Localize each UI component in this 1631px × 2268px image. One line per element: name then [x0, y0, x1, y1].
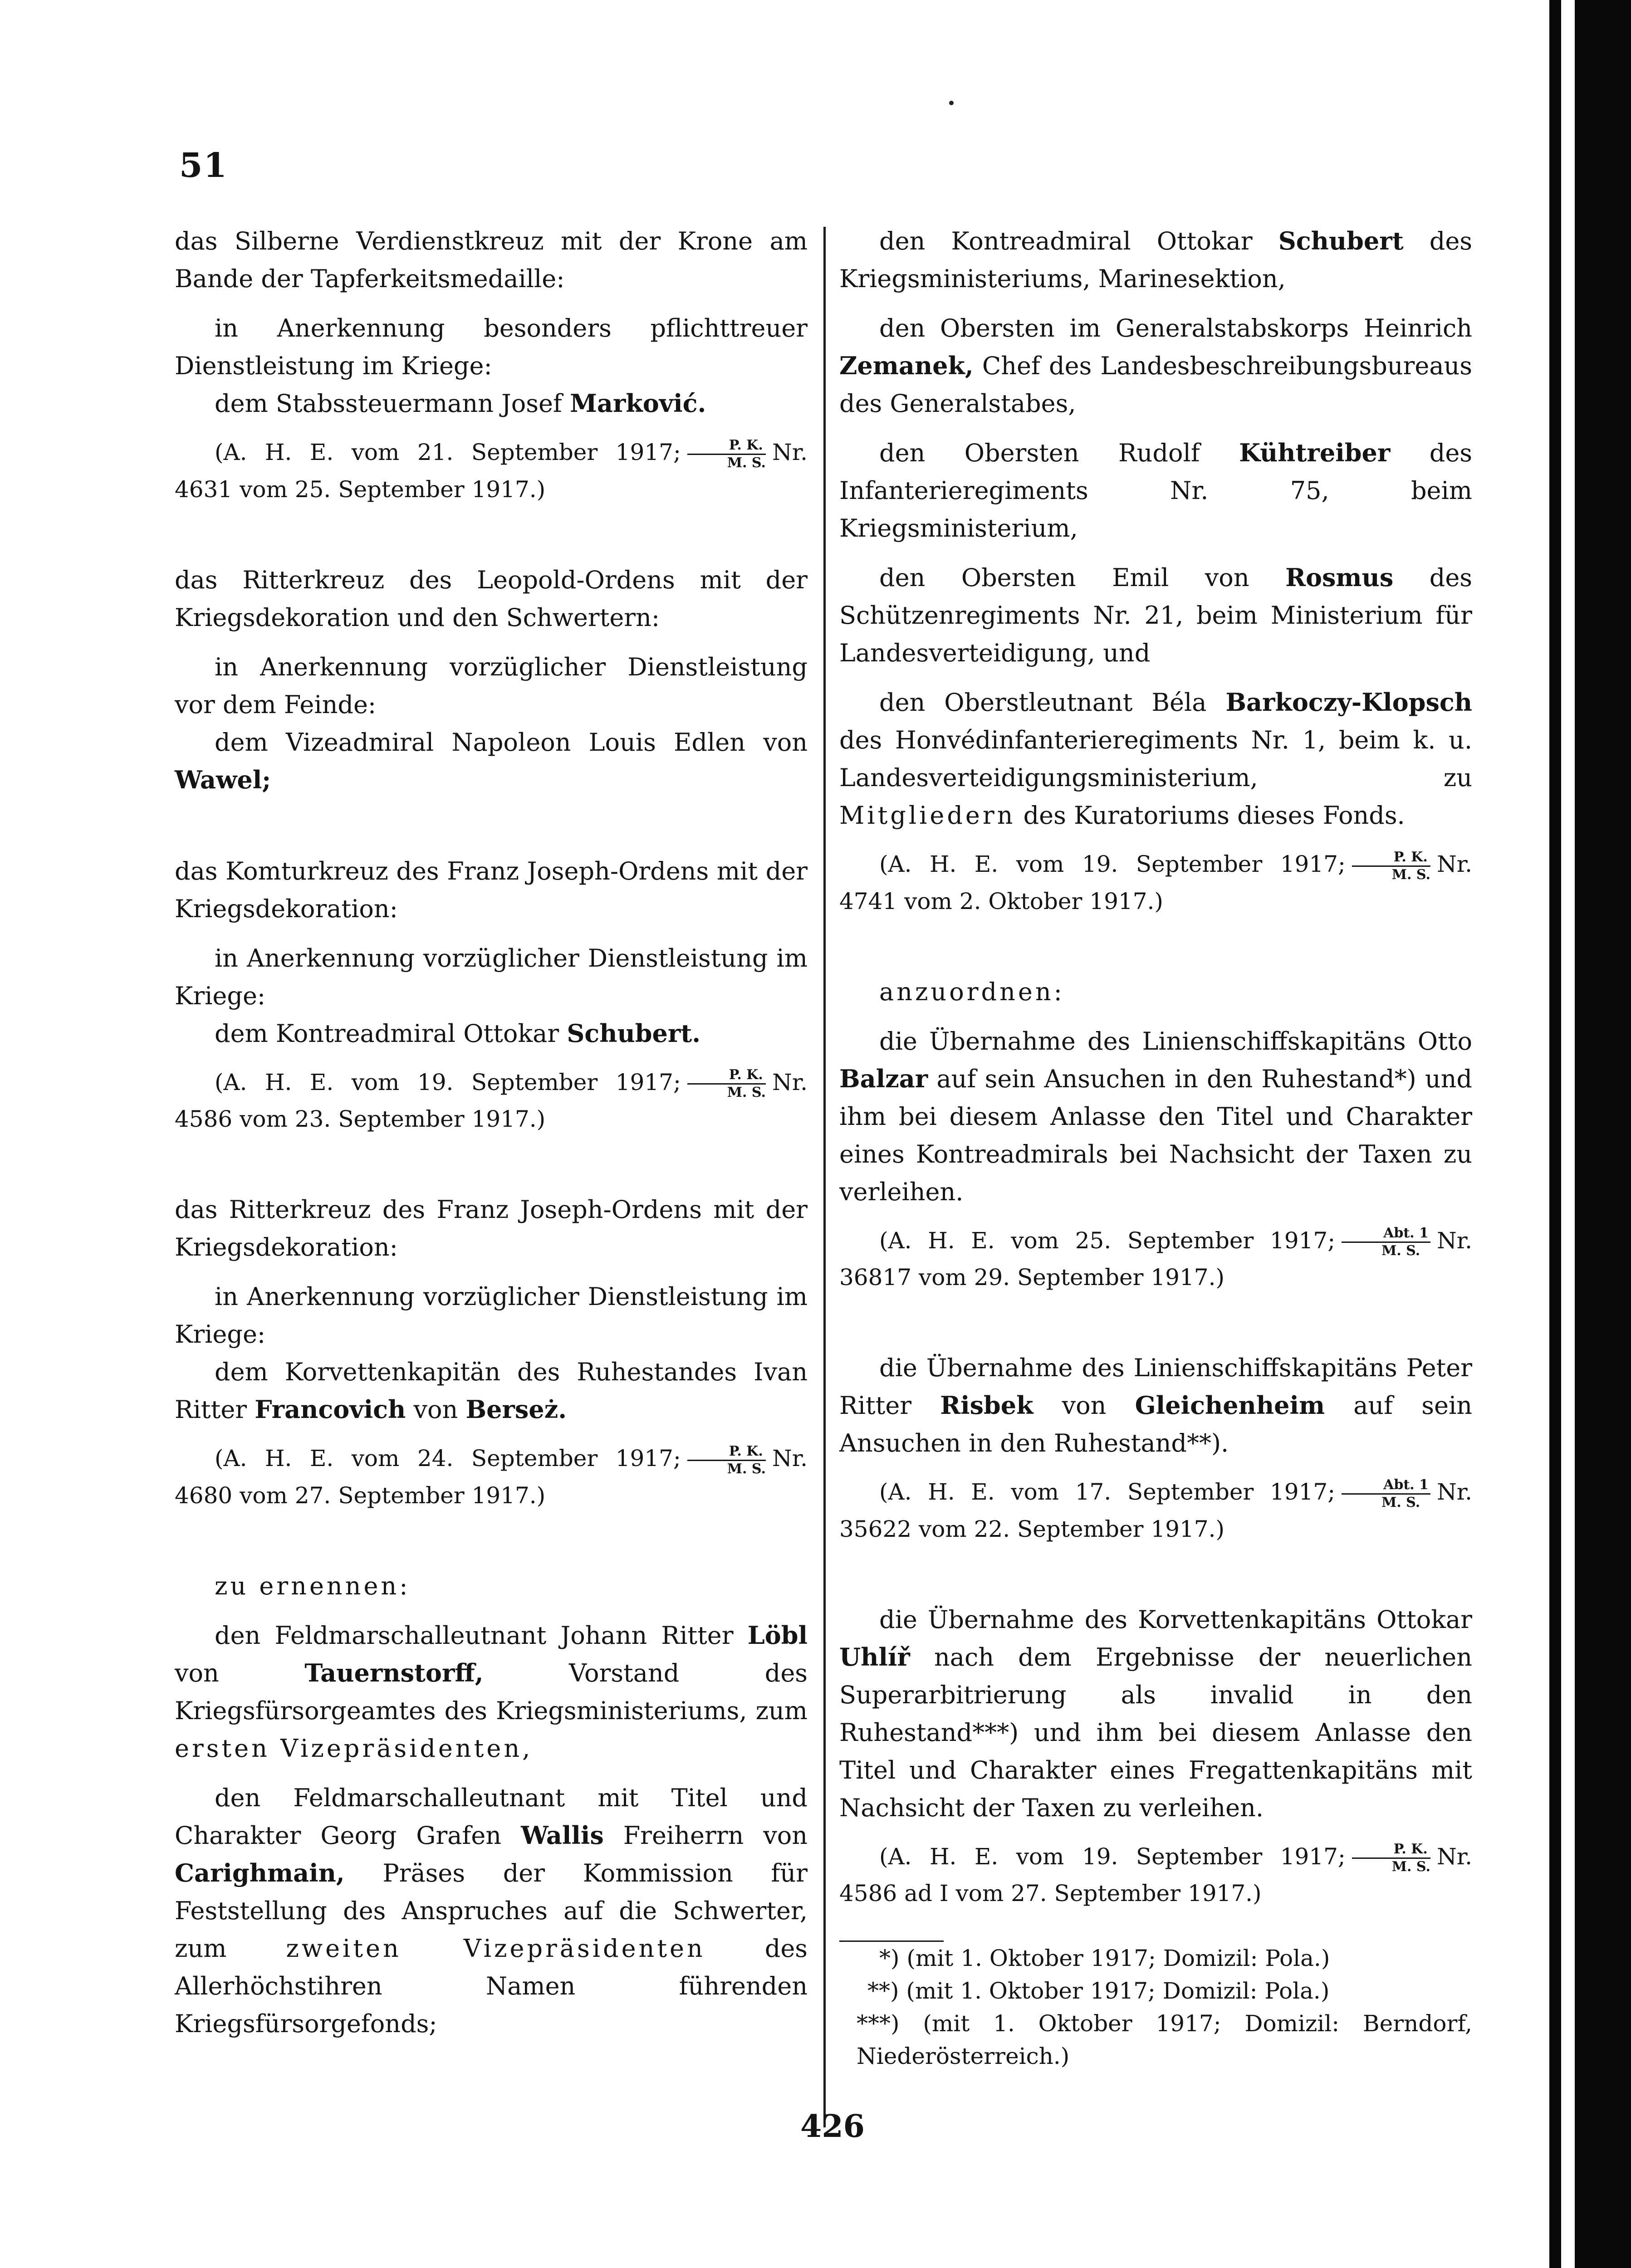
ref-fraction — [1342, 1225, 1430, 1259]
person-name: Kühtreiber — [1239, 438, 1391, 467]
person-name: Löbl — [747, 1620, 808, 1650]
entry-text: Chef des Landesbeschreibungsbureaus des Generalstabes, — [839, 352, 1472, 418]
appointment-entry — [839, 309, 1472, 422]
person-name: Schubert — [1278, 226, 1404, 255]
decree-reference — [839, 1474, 1472, 1547]
recipient-text: von — [406, 1395, 466, 1424]
appointment-entry — [175, 1617, 808, 1767]
person-name: Barkoczy-Klopsch — [1225, 688, 1472, 717]
recipient-name: Schubert. — [567, 1018, 701, 1048]
entry-text: des Schützenregiments Nr. 21, beim Ministerium für Landesverteidigung, und — [839, 563, 1472, 667]
ref-fraction-den: M. S. — [1391, 1859, 1430, 1875]
ref-date: (A. H. E. vom 19. September 1917; — [879, 851, 1346, 877]
entry-text: des Infanterieregiments Nr. 75, beim Kriegsministerium, — [839, 439, 1473, 543]
person-name: Tauernstorff, — [304, 1658, 484, 1687]
entry-text: des Kuratoriums dieses Fonds. — [1015, 801, 1405, 830]
ref-fraction-den: M. S. — [1381, 1494, 1420, 1510]
ref-fraction-num: P. K. — [1352, 1841, 1430, 1859]
award-reason: in Anerkennung vorzüglicher Dienstleistung vor dem Feinde: — [175, 652, 808, 719]
person-name: Rosmus — [1285, 563, 1394, 592]
award-intro: das Komturkreuz des Franz Joseph-Ordens mit der Kriegsdekoration: — [175, 856, 808, 923]
award-recipient — [175, 1015, 808, 1052]
entry-text: die Übernahme des Linienschiffskapitäns Otto — [879, 1026, 1472, 1056]
ref-fraction-num: P. K. — [1352, 849, 1430, 867]
award-intro: das Silberne Verdienstkreuz mit der Krone am Bande der Tapferkeitsmedaille: — [175, 227, 808, 293]
decree-reference — [175, 1440, 808, 1514]
entry-text: den Kontreadmiral Ottokar — [879, 227, 1278, 255]
decree-reference — [175, 434, 808, 508]
appointment-entry — [839, 559, 1472, 672]
ref-fraction — [1342, 1477, 1430, 1511]
recipient-text: dem Kontreadmiral Ottokar — [215, 1019, 567, 1048]
ref-date: (A. H. E. vom 25. September 1917; — [879, 1227, 1336, 1254]
ref-date: (A. H. E. vom 19. September 1917; — [879, 1843, 1346, 1870]
recipient-text: dem Korvettenkapitän des Ruhestandes Ivan Ritter — [175, 1358, 808, 1424]
entry-text: von — [1033, 1391, 1135, 1420]
role-title: Mitgliedern — [839, 801, 1016, 830]
ref-date: (A. H. E. vom 19. September 1917; — [215, 1069, 681, 1095]
ref-fraction-num: P. K. — [687, 1067, 766, 1085]
ref-number: Nr. 4680 vom 27. September 1917.) — [175, 1445, 808, 1509]
footnote: **) (mit 1. Oktober 1917; Domizil: Pola.) — [867, 1978, 1330, 2004]
recipient-name: Francovich — [255, 1395, 406, 1424]
ref-fraction — [687, 437, 766, 471]
entry-text: des Kriegsministeriums, Marinesektion, — [839, 227, 1472, 293]
award-intro: das Ritterkreuz des Leopold-Ordens mit der Kriegsdekoration und den Schwertern: — [175, 565, 808, 632]
ref-fraction-den: M. S. — [1381, 1243, 1420, 1259]
entry-text: Freiherrn von — [603, 1821, 808, 1850]
ref-number: Nr. 36817 vom 29. September 1917.) — [839, 1227, 1472, 1290]
entry-text: den Obersten im Generalstabskorps Heinrich — [879, 314, 1472, 342]
footnote: ***) (mit 1. Oktober 1917; Domizil: Berndorf, Niederösterreich.) — [857, 2010, 1472, 2069]
person-name: Carighmain, — [175, 1858, 345, 1887]
ref-fraction-den: M. S. — [727, 1085, 766, 1100]
ref-fraction-num: P. K. — [687, 1443, 766, 1461]
award-reason: in Anerkennung vorzüglicher Dienstleistung im Kriege: — [175, 943, 808, 1010]
ref-fraction-den: M. S. — [727, 1461, 766, 1477]
right-column — [839, 222, 1472, 2072]
ref-fraction — [687, 1443, 766, 1477]
ref-fraction-num: Abt. 1 — [1342, 1477, 1430, 1495]
role-title: zweiten Vizepräsidenten — [286, 1934, 705, 1963]
ref-fraction-num: Abt. 1 — [1342, 1225, 1430, 1243]
ref-date: (A. H. E. vom 21. September 1917; — [215, 439, 681, 465]
person-name: Uhlíř — [839, 1642, 910, 1672]
page-header-number: 51 — [179, 146, 228, 185]
role-title: ersten Vizepräsidenten, — [175, 1734, 533, 1763]
entry-text: Präses der Kommission für Feststellung des Anspruches auf die Schwerter, zum — [175, 1858, 808, 1963]
entry-text: den Feldmarschalleutnant mit Titel und Charakter Georg Grafen — [175, 1783, 808, 1850]
decree-reference — [839, 1222, 1472, 1296]
ref-number: Nr. 4741 vom 2. Oktober 1917.) — [839, 851, 1472, 914]
entry-text: den Oberstleutnant Béla — [879, 688, 1226, 717]
scan-border-strip — [1561, 0, 1575, 2268]
entry-text: den Feldmarschalleutnant Johann Ritter — [215, 1621, 748, 1650]
ref-date: (A. H. E. vom 24. September 1917; — [215, 1445, 681, 1471]
entry-text: des Honvédinfanterieregiments Nr. 1, beim k. u. Landesverteidigungsministerium, zu — [839, 726, 1472, 792]
ref-fraction — [1352, 1841, 1430, 1875]
award-recipient — [175, 385, 808, 422]
entry-text: auf sein Ansuchen in den Ruhestand**). — [839, 1391, 1472, 1457]
section-heading: zu ernennen: — [215, 1571, 411, 1600]
ref-fraction-den: M. S. — [727, 455, 766, 471]
retirement-entry — [839, 1601, 1472, 1827]
entry-text: den Obersten Rudolf — [879, 439, 1239, 467]
award-intro: das Ritterkreuz des Franz Joseph-Ordens mit der Kriegsdekoration: — [175, 1195, 808, 1261]
ref-fraction — [687, 1067, 766, 1101]
left-column — [175, 222, 808, 2043]
person-name: Risbek — [940, 1391, 1033, 1420]
recipient-text: dem Vizeadmiral Napoleon Louis Edlen von — [215, 728, 808, 757]
page-footer-number: 426 — [800, 2108, 865, 2145]
ref-number: Nr. 4586 vom 23. September 1917.) — [175, 1069, 808, 1132]
appointment-entry — [839, 222, 1472, 298]
speck-mark — [949, 101, 954, 105]
ref-fraction-num: P. K. — [687, 437, 766, 455]
retirement-entry — [839, 1349, 1472, 1462]
ref-fraction — [1352, 849, 1430, 883]
entry-text: des Allerhöchstihren Namen führenden Kriegsfürsorgefonds; — [175, 1934, 808, 2038]
appointment-entry — [839, 434, 1472, 547]
scan-border-right — [1549, 0, 1631, 2268]
award-reason: in Anerkennung vorzüglicher Dienstleistung im Kriege: — [175, 1282, 808, 1349]
ref-number: Nr. 35622 vom 22. September 1917.) — [839, 1479, 1472, 1542]
ref-number: Nr. 4586 ad I vom 27. September 1917.) — [839, 1843, 1472, 1906]
column-divider — [823, 227, 826, 2127]
award-recipient — [175, 723, 808, 799]
decree-reference — [175, 1064, 808, 1138]
entry-text: die Übernahme des Linienschiffskapitäns Peter Ritter — [839, 1354, 1472, 1420]
entry-text: auf sein Ansuchen in den Ruhestand*) und ihm bei diesem Anlasse den Titel und Charakter eines Kontreadmirals bei Nachsicht der Taxen zu verleihen. — [839, 1064, 1472, 1206]
recipient-name: Wawel; — [175, 765, 271, 794]
award-reason: in Anerkennung besonders pflichttreuer Dienstleistung im Kriege: — [175, 314, 808, 380]
entry-text: die Übernahme des Korvettenkapitäns Ottokar — [879, 1605, 1472, 1634]
section-heading: anzuordnen: — [879, 977, 1065, 1006]
entry-text: nach dem Ergebnisse der neuerlichen Superarbitrierung als invalid in den Ruhestand***) und ihm bei diesem Anlasse den Titel und Charakter eines Fregattenkapitäns mit Nachsicht der Taxen zu verleihen. — [839, 1642, 1472, 1822]
entry-text: Vorstand des Kriegsfürsorgeamtes des Kriegsministeriums, zum — [175, 1658, 808, 1725]
retirement-entry — [839, 1022, 1472, 1211]
appointment-entry — [175, 1779, 808, 2043]
decree-reference — [839, 1838, 1472, 1912]
entry-text: den Obersten Emil von — [879, 563, 1286, 592]
ref-number: Nr. 4631 vom 25. September 1917.) — [175, 439, 808, 503]
recipient-name: Berseż. — [465, 1395, 567, 1424]
decree-reference — [839, 846, 1472, 919]
award-recipient — [175, 1353, 808, 1428]
entry-text: von — [175, 1658, 305, 1687]
recipient-text: dem Stabssteuermann Josef — [215, 389, 570, 418]
ref-fraction-den: M. S. — [1391, 866, 1430, 883]
recipient-name: Marković. — [570, 389, 706, 418]
person-name: Gleichenheim — [1135, 1391, 1325, 1420]
person-name: Balzar — [839, 1064, 928, 1093]
footnote: *) (mit 1. Oktober 1917; Domizil: Pola.) — [879, 1945, 1330, 1971]
appointment-entry — [839, 684, 1472, 834]
ref-date: (A. H. E. vom 17. September 1917; — [879, 1479, 1336, 1505]
person-name: Wallis — [520, 1820, 604, 1850]
person-name: Zemanek, — [839, 351, 974, 380]
